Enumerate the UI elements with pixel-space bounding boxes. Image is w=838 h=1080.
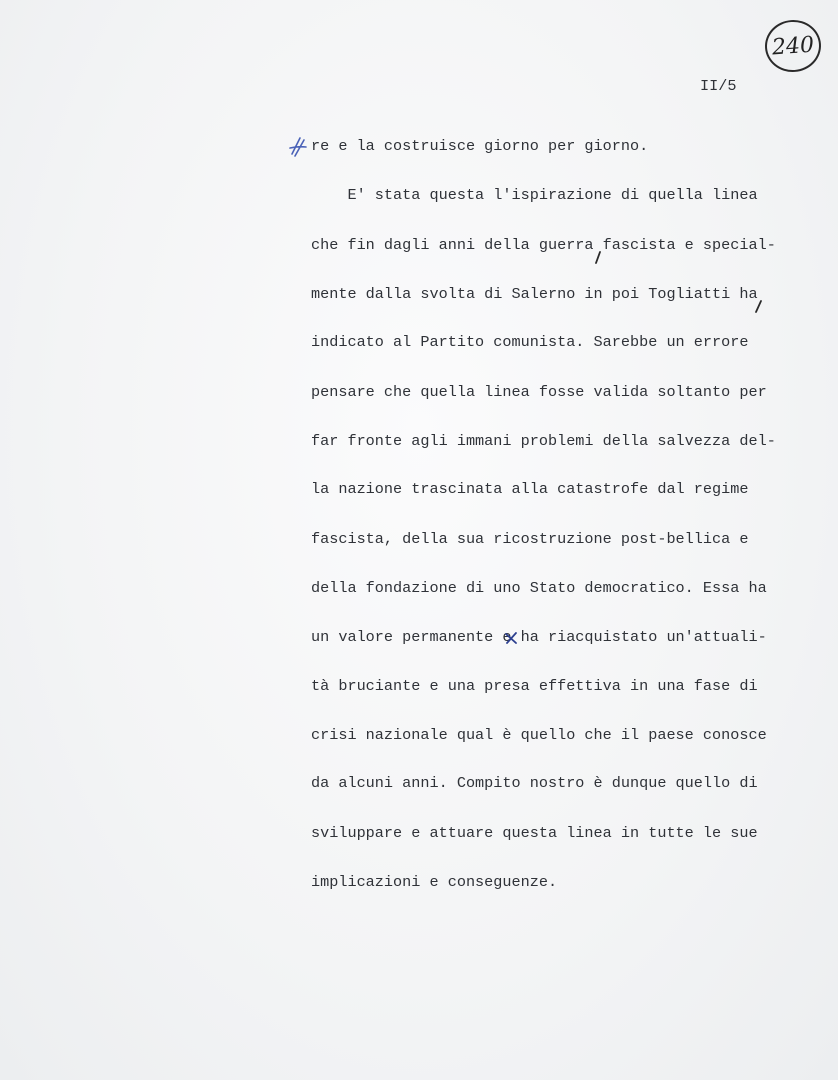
text-line-3: che fin dagli anni della guerra fascista e special- (311, 236, 776, 254)
text-line-9: fascista, della sua ricostruzione post-bellica e (311, 530, 749, 548)
text-line-12: tà bruciante e una presa effettiva in una fase di (311, 677, 758, 695)
page-number: II/5 (700, 77, 737, 95)
text-line-8: la nazione trascinata alla catastrofe dal regime (311, 480, 749, 498)
handwritten-comma-mark (592, 250, 606, 266)
text-line-14: da alcuni anni. Compito nostro è dunque quello di (311, 774, 758, 792)
text-line-6: pensare che quella linea fosse valida soltanto per (311, 383, 767, 401)
handwritten-comma-mark-2 (752, 299, 766, 315)
stamp-number: 240 (771, 32, 815, 60)
archive-number-stamp (763, 18, 822, 74)
text-line-16: implicazioni e conseguenze. (311, 873, 558, 891)
text-line-2: E' stata questa l'ispirazione di quella linea (311, 186, 758, 204)
text-line-7: far fronte agli immani problemi della salvezza del- (311, 432, 776, 450)
text-line-13: crisi nazionale qual è quello che il paese conosce (311, 726, 767, 744)
text-line-11: un valore permanente e ha riacquistato un'attuali- (311, 628, 767, 646)
text-line-15: sviluppare e attuare questa linea in tutte le sue (311, 824, 758, 842)
text-line-4: mente dalla svolta di Salerno in poi Togliatti ha (311, 285, 758, 303)
text-line-5: indicato al Partito comunista. Sarebbe un errore (311, 333, 749, 351)
handwritten-strike-mark (286, 134, 312, 160)
text-line-10: della fondazione di uno Stato democratico. Essa ha (311, 579, 767, 597)
text-line-1: re e la costruisce giorno per giorno. (311, 137, 649, 155)
handwritten-cross-mark (503, 630, 519, 646)
